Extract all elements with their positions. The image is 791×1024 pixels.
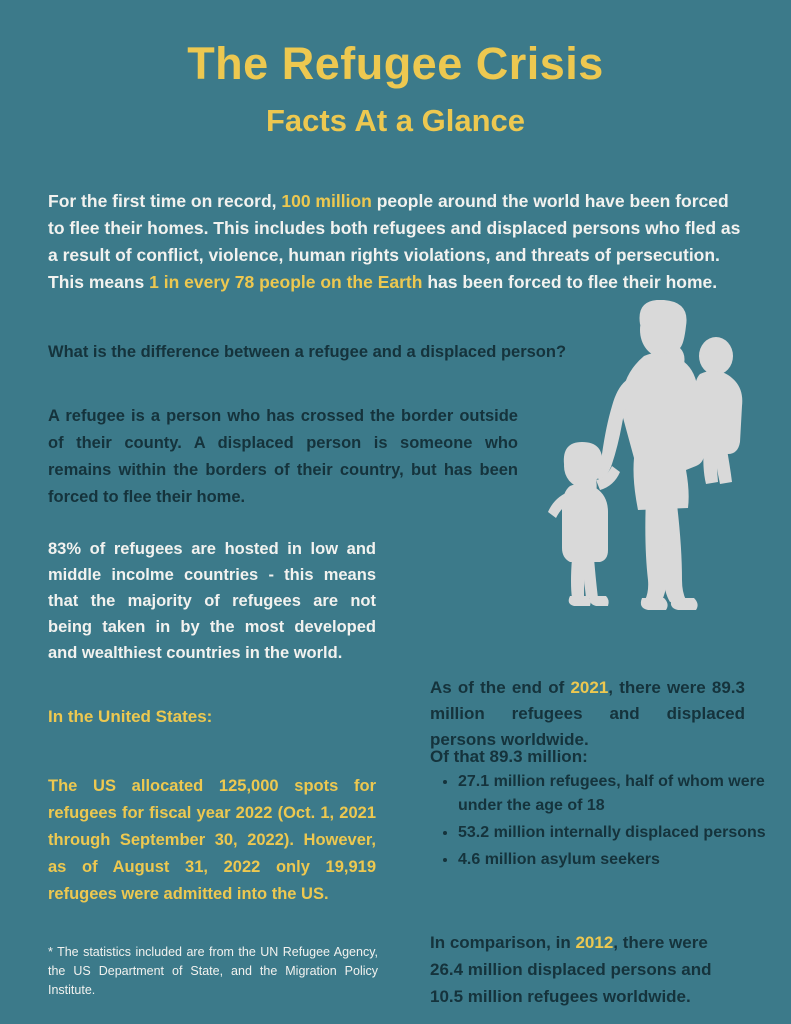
comparison-year: 2012 <box>575 933 614 952</box>
list-item: • 53.2 million internally displaced persons <box>458 821 773 845</box>
intro-text-3: has been forced to flee their home. <box>422 271 718 292</box>
intro-stat-100-million: 100 million <box>281 190 372 211</box>
comparison-suffix: , there were 26.4 million displaced persons and 10.5 million refugees worldwide. <box>430 933 712 1006</box>
global-as-of-prefix: As of the end of <box>430 678 571 697</box>
global-as-of-year: 2021 <box>570 678 609 697</box>
breakdown-heading: Of that 89.3 million: <box>430 747 588 766</box>
united-states-heading: In the United States: <box>48 707 213 726</box>
page-subtitle: Facts At a Glance <box>265 103 525 138</box>
global-as-of-suffix: , there were 89.3 million refugees and displaced persons worldwide. <box>430 678 745 749</box>
definition-answer: A refugee is a person who has crossed the border outside of their county. A displaced person is someone who remains within the borders of their country, but has been forced to flee their home. <box>48 406 518 506</box>
united-states-body: The US allocated 125,000 spots for refugees for fiscal year 2022 (Oct. 1, 2021 through September 30, 2022). However, as of August 31, 2022 only 19,919 refugees were admitted into the US. <box>48 776 376 903</box>
intro-text-2: people around the world have been forced to flee their homes. This includes both refugees and displaced persons who fled as a result of conflict, violence, human rights violations, and threats of persecution. This means <box>48 190 741 292</box>
mother-and-children-silhouette-icon <box>520 300 770 630</box>
source-footnote: * The statistics included are from the UN Refugee Agency, the US Department of State, and the Migration Policy Institute. <box>48 944 378 997</box>
intro-stat-1-in-78: 1 in every 78 people on the Earth <box>149 271 423 292</box>
hosting-statistic: 83% of refugees are hosted in low and middle incolme countries - this means that the majority of refugees are not being taken in by the most developed and wealthiest countries in the world. <box>48 539 376 662</box>
comparison-prefix: In comparison, in <box>430 933 576 952</box>
definition-question: What is the difference between a refugee and a displaced person? <box>48 342 567 361</box>
intro-text-1: For the first time on record, <box>48 190 282 211</box>
comparison-statement <box>430 929 745 1010</box>
global-as-of-statement <box>430 675 745 753</box>
list-item: • 4.6 million asylum seekers <box>458 848 773 872</box>
list-item: • 27.1 million refugees, half of whom were under the age of 18 <box>458 770 773 818</box>
page-title: The Refugee Crisis <box>187 38 604 89</box>
intro-paragraph <box>48 188 748 296</box>
breakdown-list <box>430 770 773 875</box>
